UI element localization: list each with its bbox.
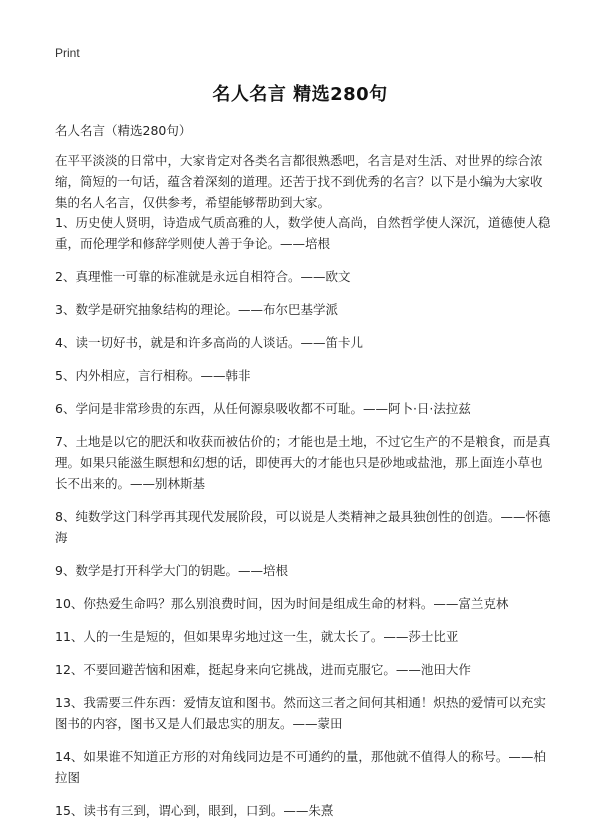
quote-item: 12、不要回避苦恼和困难，挺起身来向它挑战，进而克服它。——池田大作 bbox=[55, 662, 471, 677]
quote-item: 9、数学是打开科学大门的钥匙。——培根 bbox=[55, 563, 288, 578]
print-label[interactable]: Print bbox=[55, 46, 80, 60]
quote-item: 6、学问是非常珍贵的东西，从任何源泉吸收都不可耻。——阿卜·日·法拉兹 bbox=[55, 401, 471, 416]
quote-item: 3、数学是研究抽象结构的理论。——布尔巴基学派 bbox=[55, 302, 338, 317]
quote-list bbox=[55, 212, 553, 833]
quote-item: 10、你热爱生命吗？那么别浪费时间，因为时间是组成生命的材料。——富兰克林 bbox=[55, 596, 509, 611]
document-subtitle: 名人名言（精选280句） bbox=[55, 123, 192, 138]
quote-item: 15、读书有三到，谓心到，眼到，口到。——朱熹 bbox=[55, 803, 334, 818]
quote-item: 13、我需要三件东西：爱情友谊和图书。然而这三者之间何其相通！炽热的爱情可以充实图书的内容，图书又是人们最忠实的朋友。——蒙田 bbox=[55, 695, 546, 731]
quote-item: 2、真理惟一可靠的标准就是永远自相符合。——欧文 bbox=[55, 269, 351, 284]
intro-paragraph: 在平平淡淡的日常中，大家肯定对各类名言都很熟悉吧，名言是对生活、对世界的综合浓缩，简短的一句话，蕴含着深刻的道理。还苦于找不到优秀的名言？以下是小编为大家收集的名人名言，仅供参考，希望能够帮助到大家。 bbox=[55, 153, 543, 210]
quote-item: 5、内外相应，言行相称。——韩非 bbox=[55, 368, 251, 383]
quote-item: 1、历史使人贤明，诗造成气质高雅的人，数学使人高尚，自然哲学使人深沉，道德使人稳重，而伦理学和修辞学则使人善于争论。——培根 bbox=[55, 215, 551, 251]
quote-item: 11、人的一生是短的，但如果卑劣地过这一生，就太长了。——莎士比亚 bbox=[55, 629, 459, 644]
quote-item: 8、纯数学这门科学再其现代发展阶段，可以说是人类精神之最具独创性的创造。——怀德海 bbox=[55, 509, 551, 545]
quote-item: 14、如果谁不知道正方形的对角线同边是不可通约的量，那他就不值得人的称号。——柏拉图 bbox=[55, 749, 546, 785]
quote-item: 7、土地是以它的肥沃和收获而被估价的；才能也是土地，不过它生产的不是粮食，而是真理。如果只能滋生瞑想和幻想的话，即使再大的才能也只是砂地或盐池，那上面连小草也长不出来的。——别林斯基 bbox=[55, 434, 551, 491]
document-title: 名人名言 精选280句 bbox=[212, 84, 388, 105]
quote-item: 4、读一切好书，就是和许多高尚的人谈话。——笛卡儿 bbox=[55, 335, 363, 350]
